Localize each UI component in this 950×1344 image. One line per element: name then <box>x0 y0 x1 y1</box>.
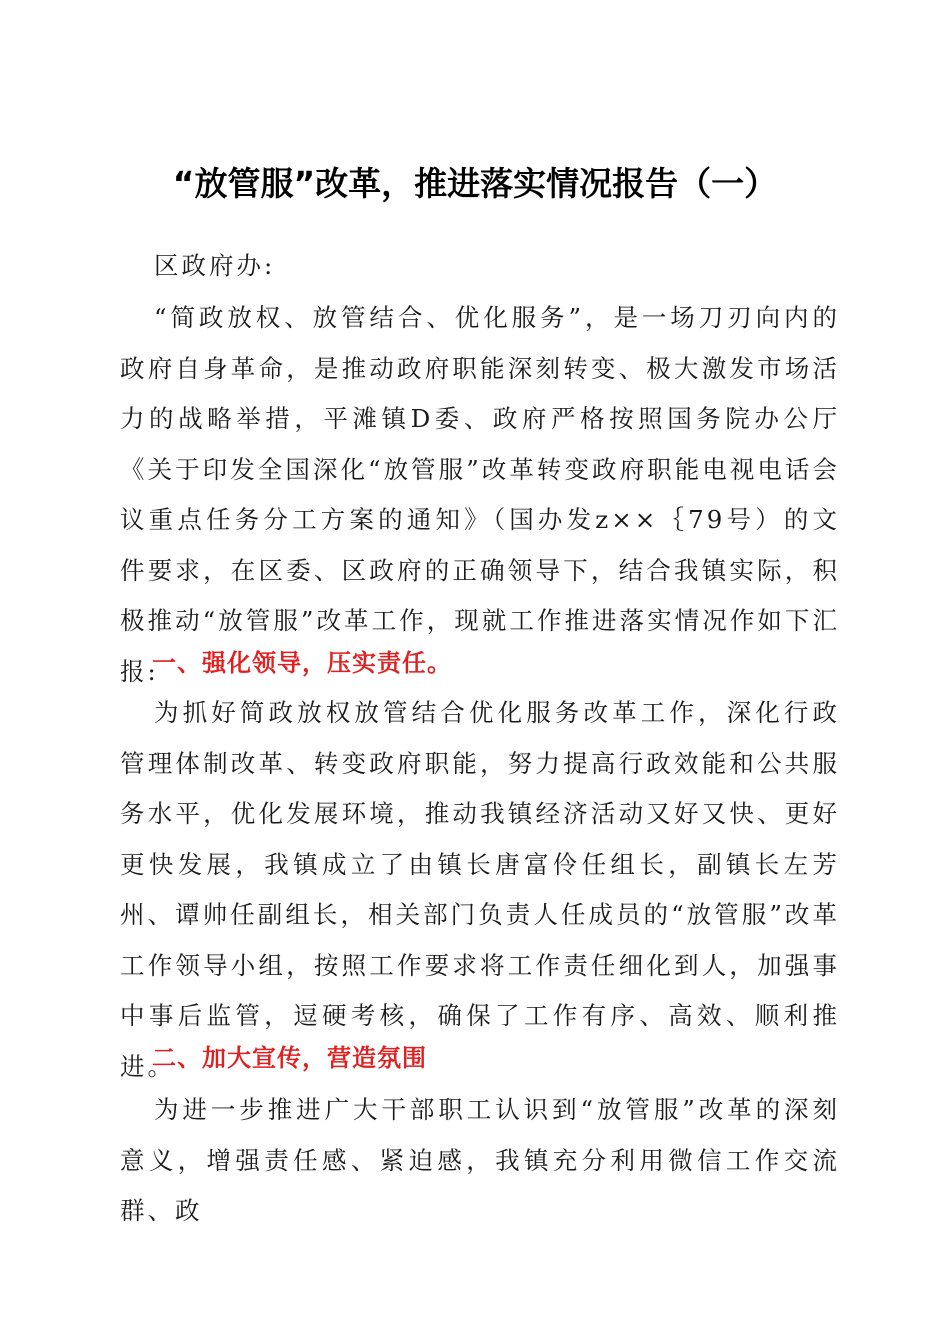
salutation: 区政府办: <box>154 251 276 280</box>
section-heading-2: 二、加大宣传，营造氛围 <box>152 1044 427 1072</box>
paragraph-leadership: 为抓好简政放权放管结合优化服务改革工作，深化行政管理体制改革、转变政府职能，努力提高行政效能和公共服务水平，优化发展环境，推动我镇经济活动又好又快、更好更快发展，我镇成立了由镇长唐富伶任组长，副镇长左芳州、谭帅任副组长，相关部门负责人任成员的“放管服”改革工作领导小组，按照工作要求将工作责任细化到人，加强事中事后监管，逗硬考核，确保了工作有序、高效、顺利推进。 <box>120 698 840 1081</box>
paragraph-intro: “简政放权、放管结合、优化服务”，是一场刀刃向内的政府自身革命，是推动政府职能深刻转变、极大激发市场活力的战略举措，平滩镇D委、政府严格按照国务院办公厅《关于印发全国深化“放管服”改革转变政府职能电视电话会议重点任务分工方案的通知》（国办发z××｛79号）的文件要求，在区委、区政府的正确领导下，结合我镇实际，积极推动“放管服”改革工作，现就工作推进落实情况作如下汇报: <box>120 303 840 686</box>
section-heading-1: 一、强化领导，压实责任。 <box>152 649 452 677</box>
document-title: “放管服”改革，推进落实情况报告（一） <box>172 164 778 203</box>
paragraph-publicity: 为进一步推进广大干部职工认识到“放管服”改革的深刻意义，增强责任感、紧迫感，我镇充分利用微信工作交流群、政 <box>120 1095 840 1225</box>
